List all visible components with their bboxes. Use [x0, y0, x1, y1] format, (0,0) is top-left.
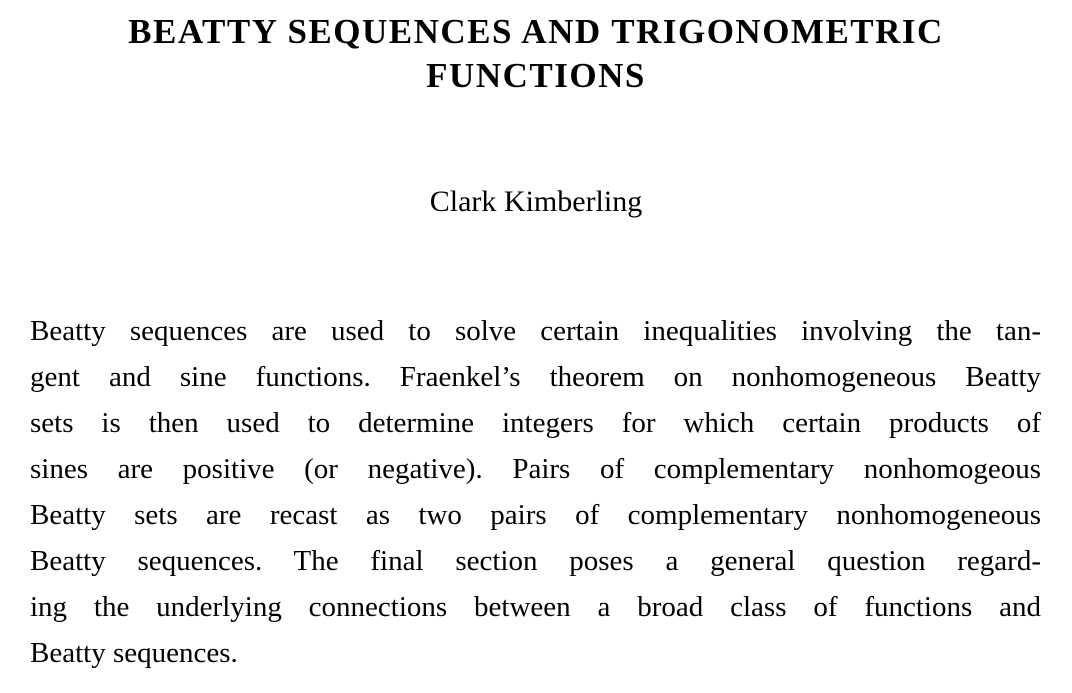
abstract-line: Beatty sequences are used to solve certain inequalities involving the tan-: [30, 315, 1041, 347]
abstract-line: Beatty sequences.: [30, 637, 238, 669]
paper-title-line-2: FUNCTIONS: [426, 56, 646, 95]
abstract-line: sets is then used to determine integers for which certain products of: [30, 407, 1041, 439]
abstract-paragraph: [30, 308, 1041, 676]
abstract-line: Beatty sets are recast as two pairs of complementary nonhomogeneous: [30, 499, 1041, 531]
abstract-line: Beatty sequences. The final section poses a general question regard-: [30, 545, 1041, 577]
paper-title-line-1: BEATTY SEQUENCES AND TRIGONOMETRIC: [128, 12, 944, 51]
abstract-line: sines are positive (or negative). Pairs of complementary nonhomogeous: [30, 453, 1041, 485]
abstract-line: ing the underlying connections between a broad class of functions and: [30, 591, 1041, 623]
author-name: Clark Kimberling: [429, 185, 643, 218]
abstract-line: gent and sine functions. Fraenkel’s theorem on nonhomogeneous Beatty: [30, 361, 1041, 393]
paper-title: [0, 0, 1072, 98]
